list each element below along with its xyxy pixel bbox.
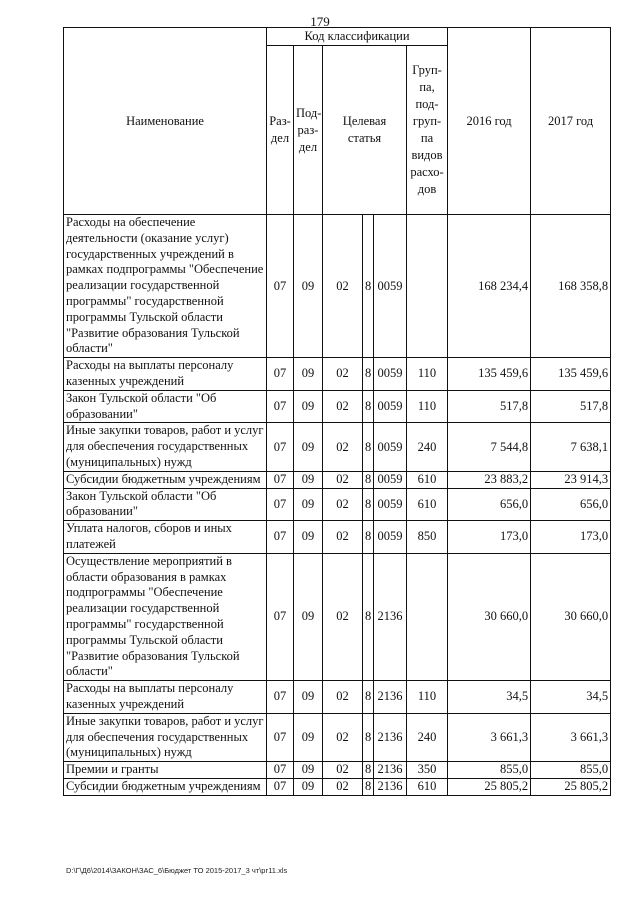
row-expense-group: 240 (407, 713, 448, 761)
row-target-part2: 8 (363, 553, 374, 680)
row-amount-2016: 168 234,4 (448, 215, 531, 358)
row-target-part3: 2136 (374, 778, 407, 795)
row-name: Иные закупки товаров, работ и услуг для обеспечения государственных (муниципальных) нужд (64, 423, 267, 471)
row-section: 07 (267, 713, 294, 761)
row-subsection: 09 (294, 778, 323, 795)
row-amount-2016: 855,0 (448, 762, 531, 779)
row-name: Закон Тульской области "Об образовании" (64, 488, 267, 521)
table-row (64, 423, 611, 471)
row-expense-group: 350 (407, 762, 448, 779)
row-name: Субсидии бюджетным учреждениям (64, 471, 267, 488)
row-target-part3: 2136 (374, 681, 407, 714)
row-amount-2016: 34,5 (448, 681, 531, 714)
header-subsection: Под- раз- дел (294, 46, 323, 215)
row-expense-group: 610 (407, 488, 448, 521)
table-header-row (64, 28, 611, 46)
table-row (64, 471, 611, 488)
row-amount-2016: 23 883,2 (448, 471, 531, 488)
row-target-part1: 02 (323, 215, 363, 358)
header-section: Раз- дел (267, 46, 294, 215)
row-section: 07 (267, 521, 294, 554)
row-target-part2: 8 (363, 521, 374, 554)
row-subsection: 09 (294, 390, 323, 423)
row-name: Уплата налогов, сборов и иных платежей (64, 521, 267, 554)
row-section: 07 (267, 553, 294, 680)
row-section: 07 (267, 681, 294, 714)
file-path-footer: D:\Г\Д6\2014\ЗАКОН\ЗАС_6\Бюджет ТО 2015-2017_3 чт\рг11.xls (66, 866, 288, 875)
row-name: Осуществление мероприятий в области образования в рамках подпрограммы "Обеспечение реализации государственной программы" государственной программы Тульской области "Развитие образования Тульской области" (64, 553, 267, 680)
row-target-part1: 02 (323, 358, 363, 391)
table-row (64, 713, 611, 761)
row-section: 07 (267, 762, 294, 779)
row-expense-group (407, 215, 448, 358)
row-amount-2017: 30 660,0 (531, 553, 611, 680)
row-target-part2: 8 (363, 215, 374, 358)
table-row (64, 553, 611, 680)
table-row (64, 488, 611, 521)
row-target-part2: 8 (363, 390, 374, 423)
row-target-part2: 8 (363, 488, 374, 521)
row-target-part3: 0059 (374, 390, 407, 423)
row-name: Расходы на обеспечение деятельности (оказание услуг) государственных учреждений в рамках подпрограммы "Обеспечение реализации государственной программы" государственной программы Тульской области "Развитие образования Тульской области" (64, 215, 267, 358)
row-amount-2016: 173,0 (448, 521, 531, 554)
row-section: 07 (267, 471, 294, 488)
row-target-part3: 2136 (374, 762, 407, 779)
row-name: Расходы на выплаты персоналу казенных учреждений (64, 681, 267, 714)
header-year-2017: 2017 год (531, 28, 611, 215)
row-expense-group: 240 (407, 423, 448, 471)
row-amount-2016: 25 805,2 (448, 778, 531, 795)
row-target-part3: 0059 (374, 488, 407, 521)
row-amount-2017: 855,0 (531, 762, 611, 779)
row-target-part3: 0059 (374, 471, 407, 488)
row-expense-group: 110 (407, 681, 448, 714)
row-target-part3: 0059 (374, 521, 407, 554)
row-target-part1: 02 (323, 778, 363, 795)
row-target-part1: 02 (323, 762, 363, 779)
row-target-part1: 02 (323, 521, 363, 554)
row-expense-group: 110 (407, 358, 448, 391)
row-amount-2017: 34,5 (531, 681, 611, 714)
row-subsection: 09 (294, 215, 323, 358)
page-number: 179 (310, 14, 330, 29)
row-amount-2016: 517,8 (448, 390, 531, 423)
header-target-article: Целевая статья (323, 46, 407, 215)
row-target-part2: 8 (363, 358, 374, 391)
row-subsection: 09 (294, 713, 323, 761)
row-section: 07 (267, 423, 294, 471)
row-target-part1: 02 (323, 713, 363, 761)
row-expense-group: 850 (407, 521, 448, 554)
row-target-part3: 0059 (374, 358, 407, 391)
row-amount-2016: 3 661,3 (448, 713, 531, 761)
row-amount-2017: 517,8 (531, 390, 611, 423)
row-amount-2016: 135 459,6 (448, 358, 531, 391)
row-name: Субсидии бюджетным учреждениям (64, 778, 267, 795)
row-amount-2016: 656,0 (448, 488, 531, 521)
row-target-part3: 0059 (374, 215, 407, 358)
row-target-part1: 02 (323, 390, 363, 423)
row-amount-2016: 7 544,8 (448, 423, 531, 471)
row-amount-2017: 168 358,8 (531, 215, 611, 358)
row-target-part3: 0059 (374, 423, 407, 471)
table-row (64, 681, 611, 714)
row-name: Премии и гранты (64, 762, 267, 779)
header-year-2016: 2016 год (448, 28, 531, 215)
row-expense-group: 110 (407, 390, 448, 423)
table-row (64, 778, 611, 795)
row-expense-group: 610 (407, 471, 448, 488)
row-section: 07 (267, 390, 294, 423)
row-subsection: 09 (294, 488, 323, 521)
row-target-part2: 8 (363, 471, 374, 488)
row-target-part1: 02 (323, 488, 363, 521)
row-amount-2016: 30 660,0 (448, 553, 531, 680)
row-target-part1: 02 (323, 423, 363, 471)
row-amount-2017: 135 459,6 (531, 358, 611, 391)
row-name: Иные закупки товаров, работ и услуг для обеспечения государственных (муниципальных) нужд (64, 713, 267, 761)
row-target-part1: 02 (323, 471, 363, 488)
row-target-part1: 02 (323, 681, 363, 714)
row-target-part2: 8 (363, 713, 374, 761)
row-subsection: 09 (294, 471, 323, 488)
row-expense-group (407, 553, 448, 680)
row-name: Закон Тульской области "Об образовании" (64, 390, 267, 423)
row-subsection: 09 (294, 681, 323, 714)
row-amount-2017: 656,0 (531, 488, 611, 521)
row-amount-2017: 173,0 (531, 521, 611, 554)
row-target-part3: 2136 (374, 553, 407, 680)
row-section: 07 (267, 358, 294, 391)
header-code-group: Код классификации (267, 28, 448, 46)
row-subsection: 09 (294, 358, 323, 391)
row-amount-2017: 7 638,1 (531, 423, 611, 471)
row-section: 07 (267, 488, 294, 521)
row-target-part2: 8 (363, 681, 374, 714)
row-target-part2: 8 (363, 423, 374, 471)
table-row (64, 215, 611, 358)
table-row (64, 762, 611, 779)
row-expense-group: 610 (407, 778, 448, 795)
row-amount-2017: 3 661,3 (531, 713, 611, 761)
row-target-part2: 8 (363, 778, 374, 795)
budget-table (63, 27, 611, 796)
row-section: 07 (267, 778, 294, 795)
row-amount-2017: 25 805,2 (531, 778, 611, 795)
row-target-part3: 2136 (374, 713, 407, 761)
row-amount-2017: 23 914,3 (531, 471, 611, 488)
table-row (64, 521, 611, 554)
table-row (64, 390, 611, 423)
row-subsection: 09 (294, 762, 323, 779)
row-subsection: 09 (294, 553, 323, 680)
header-name: Наименование (64, 28, 267, 215)
row-subsection: 09 (294, 423, 323, 471)
row-target-part1: 02 (323, 553, 363, 680)
row-target-part2: 8 (363, 762, 374, 779)
row-section: 07 (267, 215, 294, 358)
row-subsection: 09 (294, 521, 323, 554)
row-name: Расходы на выплаты персоналу казенных учреждений (64, 358, 267, 391)
header-expense-group: Груп- па, под- груп- па видов расхо- дов (407, 46, 448, 215)
table-row (64, 358, 611, 391)
